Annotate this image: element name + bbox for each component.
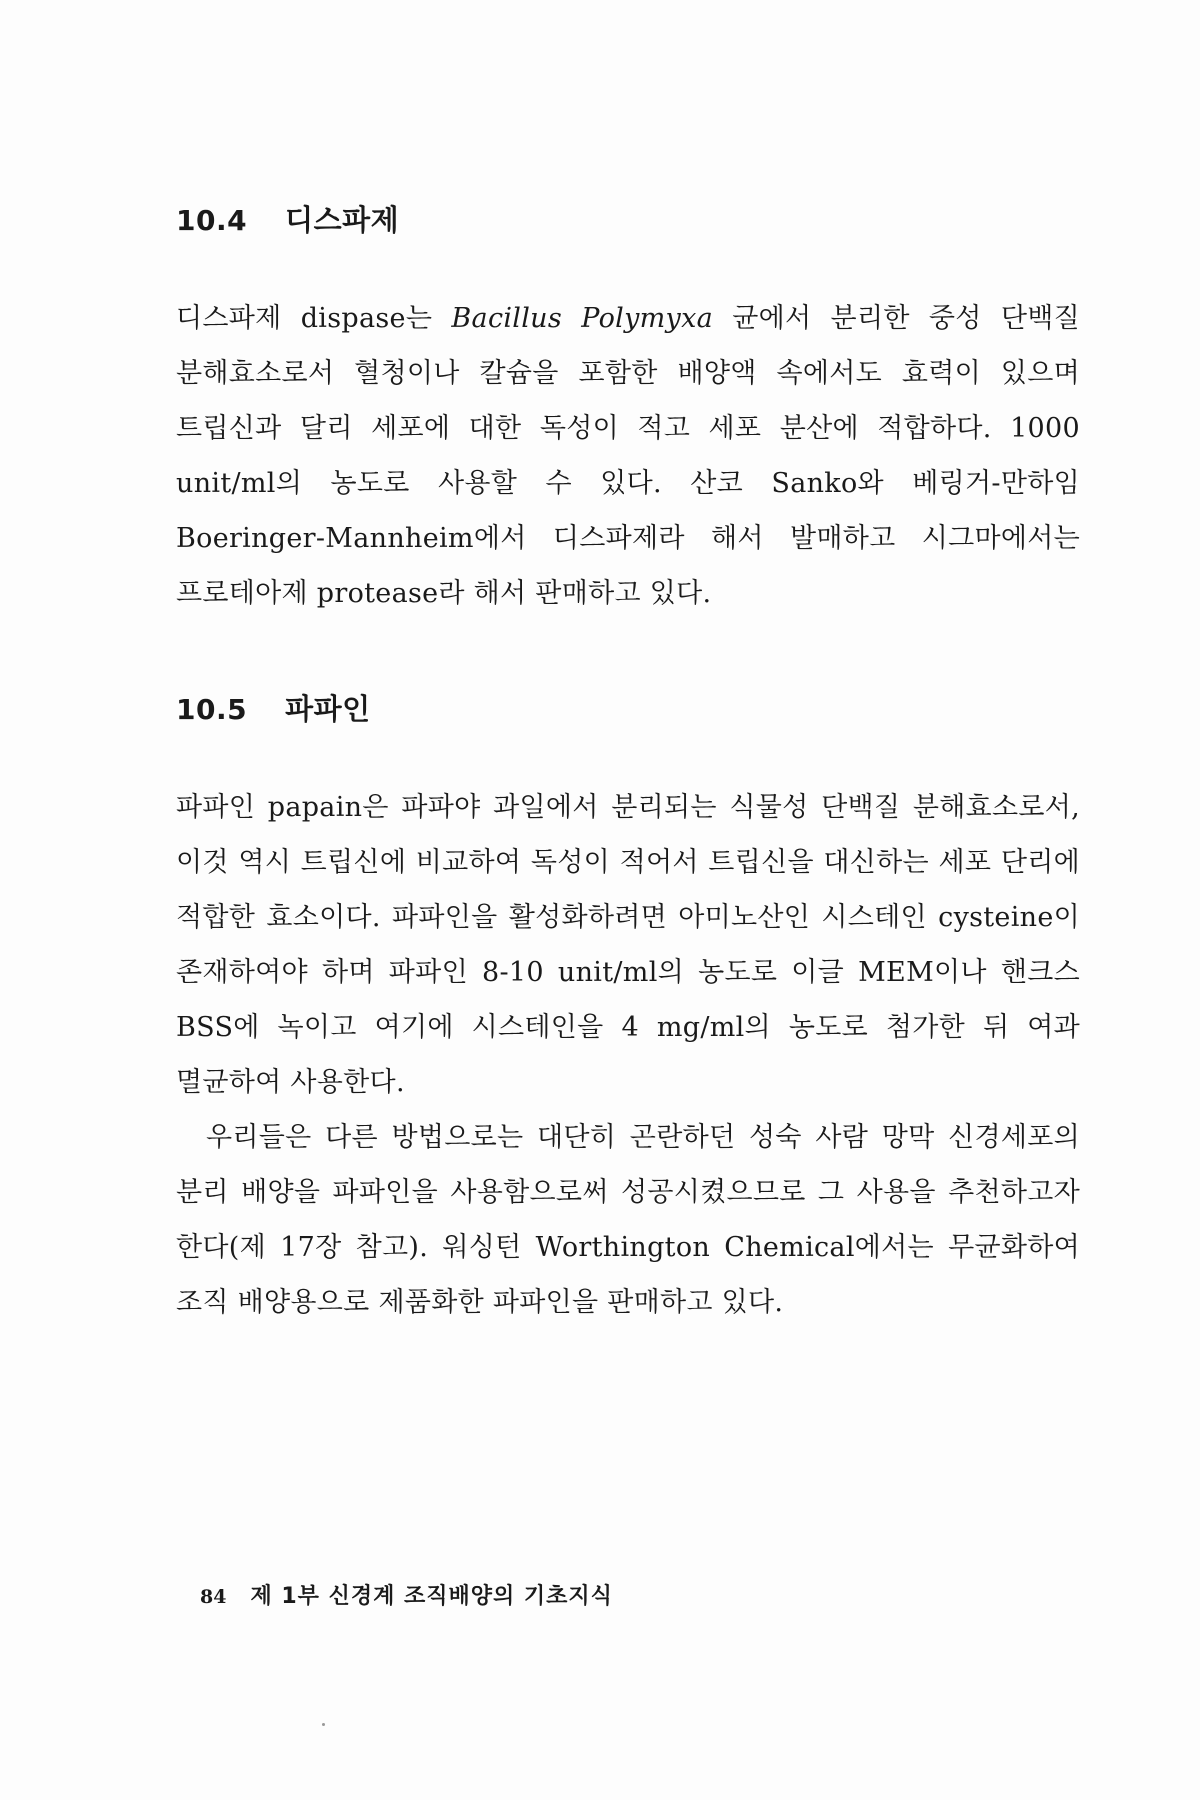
- section-heading: [176, 200, 1080, 241]
- body-paragraph: 파파인 papain은 파파야 과일에서 분리되는 식물성 단백질 분해효소로서, 이것 역시 트립신에 비교하여 독성이 적어서 트립신을 대신하는 세포 단리에 적합한 효소이다. 파파인을 활성화하려면 아미노산인 시스테인 cysteine이 존재하여야 하며 파파인 8-10 unit/ml의 농도로 이글 MEM이나 핸크스 BSS에 녹이고 여기에 시스테인을 4 mg/ml의 농도로 첨가한 뒤 여과 멸균하여 사용한다.: [176, 792, 1080, 1098]
- section-number: 10.5: [176, 693, 248, 726]
- paragraph-text: 디스파제 dispase는: [176, 303, 452, 334]
- body-paragraph: [176, 291, 1080, 621]
- section-title: 디스파제: [285, 203, 400, 237]
- body-paragraph: 우리들은 다른 방법으로는 대단히 곤란하던 성숙 사람 망막 신경세포의 분리 배양을 파파인을 사용함으로써 성공시켰으므로 그 사용을 추천하고자 한다(제 17장 참고). 워싱턴 Worthington Chemical에서는 무균화하여 조직 배양용으로 제품화한 파파인을 판매하고 있다.: [176, 1122, 1080, 1318]
- scan-speck: [322, 1723, 325, 1726]
- section-papain: [176, 689, 1080, 1330]
- running-title: 제 1부 신경계 조직배양의 기초지식: [250, 1584, 613, 1609]
- section-heading: [176, 689, 1080, 730]
- page-footer: [200, 1582, 613, 1612]
- section-number: 10.4: [176, 204, 248, 237]
- paragraph-text: 균에서 분리한 중성 단백질 분해효소로서 혈청이나 칼슘을 포함한 배양액 속에서도 효력이 있으며 트립신과 달리 세포에 대한 독성이 적고 세포 분산에 적합하다. 1000 unit/ml의 농도로 사용할 수 있다. 산코 Sanko와 베링거-만하임 Boeringer-Mannheim에서 디스파제라 해서 발매하고 시그마에서는 프로테아제 protease라 해서 판매하고 있다.: [176, 303, 1081, 609]
- page-number: 84: [200, 1586, 227, 1608]
- section-title: 파파인: [285, 692, 371, 726]
- page-content: [176, 200, 1080, 1330]
- species-name: Bacillus Polymyxa: [451, 303, 714, 334]
- section-dispase: [176, 200, 1080, 621]
